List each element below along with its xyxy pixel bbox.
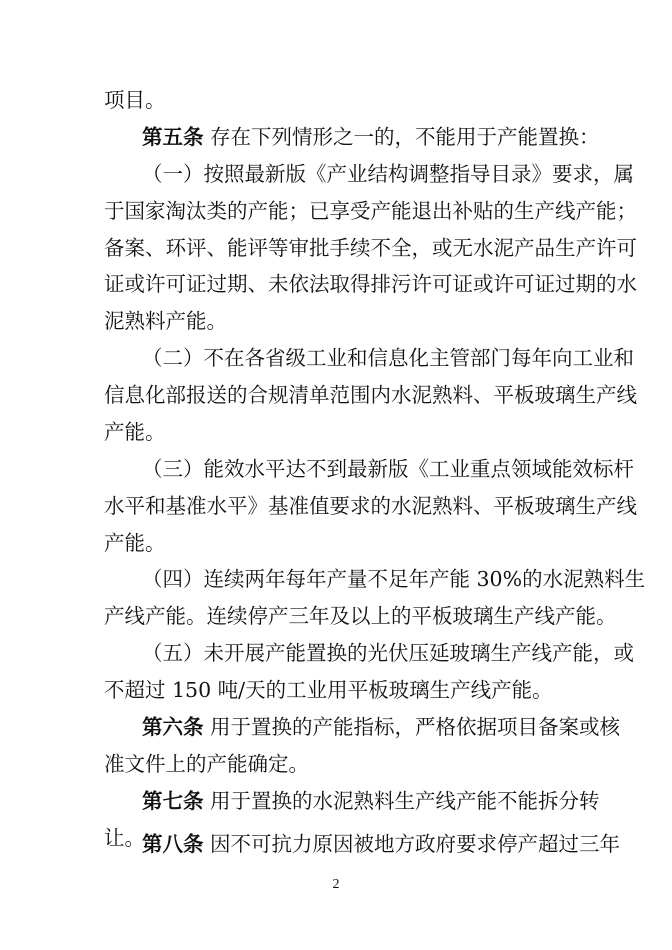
line-text: 项目。 <box>104 88 166 112</box>
line-text: 让。 <box>104 826 145 850</box>
line-text: 水平和基准水平》基准值要求的水泥熟料、平板玻璃生产线 <box>104 494 637 518</box>
line-text: 于国家淘汰类的产能；已享受产能退出补贴的生产线产能； <box>104 199 637 223</box>
text-line <box>104 381 637 409</box>
text-line <box>104 418 574 446</box>
article-5 <box>142 123 600 151</box>
article-7-text: 用于置换的水泥熟料生产线产能不能拆分转 <box>210 789 600 813</box>
text-line <box>104 529 574 557</box>
text-line <box>104 307 574 335</box>
article-7-heading: 第七条 <box>142 789 204 813</box>
line-text: 备案、环评、能评等审批手续不全，或无水泥产品生产许可 <box>104 236 637 260</box>
article-8-heading: 第八条 <box>142 832 204 856</box>
text-line <box>104 602 617 630</box>
article-5-heading: 第五条 <box>142 125 204 149</box>
line-text: 产能。 <box>104 531 166 555</box>
line-text: 产能。 <box>104 420 166 444</box>
article-6-heading: 第六条 <box>142 715 204 739</box>
line-text: （四）连续两年每年产量不足年产能 30%的水泥熟料生 <box>142 567 646 591</box>
article-5-text: 存在下列情形之一的，不能用于产能置换： <box>210 125 600 149</box>
line-text: （二）不在各省级工业和信息化主管部门每年向工业和 <box>142 346 634 370</box>
line-text: 产线产能。连续停产三年及以上的平板玻璃生产线产能。 <box>104 604 617 628</box>
line-text: （一）按照最新版《产业结构调整指导目录》要求，属 <box>142 162 634 186</box>
article-8-line <box>142 830 621 858</box>
line-text: 信息化部报送的合规清单范围内水泥熟料、平板玻璃生产线 <box>104 383 637 407</box>
text-line <box>104 197 637 225</box>
text-line <box>104 234 637 262</box>
article-6 <box>142 713 621 741</box>
text-line <box>104 750 574 778</box>
article-6-text: 用于置换的产能指标，严格依据项目备案或核 <box>210 715 621 739</box>
line-text: （五）未开展产能置换的光伏压延玻璃生产线产能，或 <box>142 641 634 665</box>
text-line <box>104 86 574 114</box>
text-line <box>104 270 637 298</box>
line-text: 泥熟料产能。 <box>104 309 227 333</box>
text-line <box>142 639 634 667</box>
text-line <box>104 676 574 704</box>
text-line <box>142 160 634 188</box>
line-text: 不超过 150 吨/天的工业用平板玻璃生产线产能。 <box>104 678 553 702</box>
line-text: 准文件上的产能确定。 <box>104 752 309 776</box>
line-text: （三）能效水平达不到最新版《工业重点领域能效标杆 <box>142 457 634 481</box>
text-line <box>142 565 646 593</box>
article-8-text: 因不可抗力原因被地方政府要求停产超过三年 <box>210 832 621 856</box>
article-7 <box>142 787 600 815</box>
page-number: 2 <box>332 877 340 892</box>
text-line <box>104 492 637 520</box>
text-line <box>142 455 634 483</box>
text-line <box>142 344 634 372</box>
line-text: 证或许可证过期、未依法取得排污许可证或许可证过期的水 <box>104 272 637 296</box>
